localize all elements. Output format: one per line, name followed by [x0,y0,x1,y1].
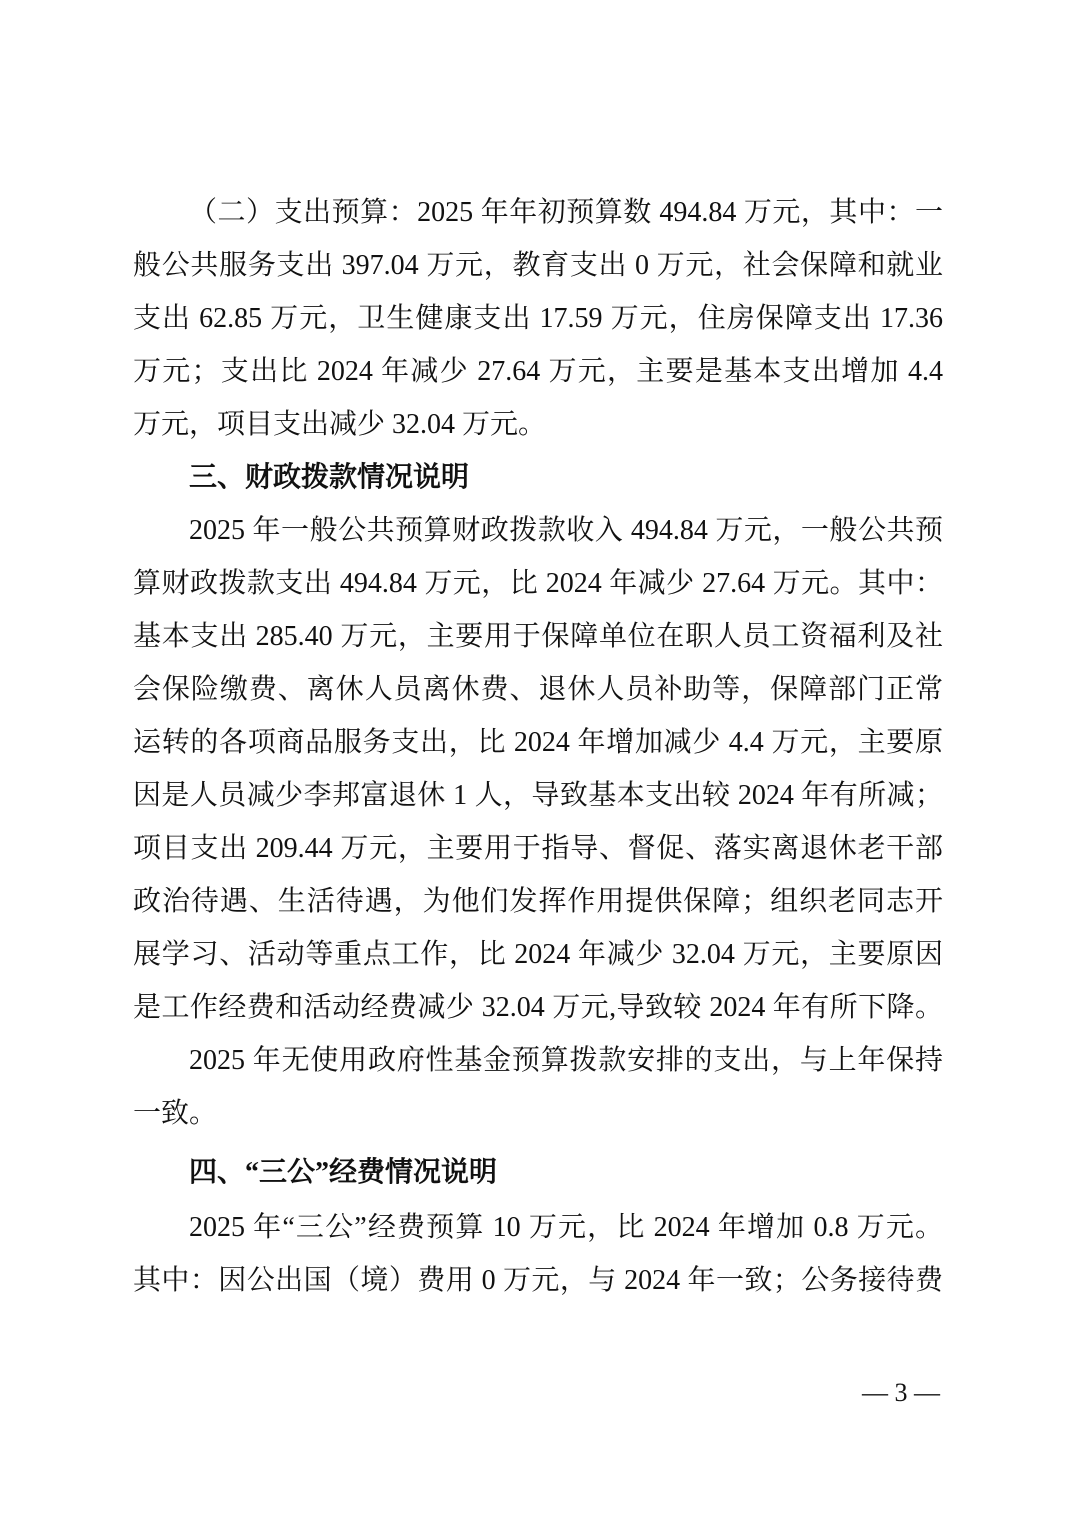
paragraph-line: 2025 年无使用政府性基金预算拨款安排的支出，与上年保持 [189,1045,943,1076]
paragraph-line: 一致。 [133,1098,218,1129]
section-heading: 四、“三公”经费情况说明 [189,1157,498,1188]
paragraph-line: 展学习、活动等重点工作，比 2024 年减少 32.04 万元，主要原因 [133,939,943,970]
section-heading: 三、财政拨款情况说明 [189,462,470,493]
paragraph-line: 万元；支出比 2024 年减少 27.64 万元，主要是基本支出增加 4.4 [133,356,943,387]
paragraph-line: 算财政拨款支出 494.84 万元，比 2024 年减少 27.64 万元。其中： [133,568,943,599]
paragraph-line: 因是人员减少李邦富退休 1 人，导致基本支出较 2024 年有所减； [133,780,943,811]
page-number: — 3 — [862,1378,940,1407]
paragraph-line: 项目支出 209.44 万元，主要用于指导、督促、落实离退休老干部 [133,833,943,864]
paragraph-line: 2025 年“三公”经费预算 10 万元，比 2024 年增加 0.8 万元。 [189,1212,943,1243]
paragraph-line: （二）支出预算：2025 年年初预算数 494.84 万元，其中：一 [189,197,943,228]
paragraph-line: 是工作经费和活动经费减少 32.04 万元,导致较 2024 年有所下降。 [133,992,943,1023]
paragraph-line: 运转的各项商品服务支出，比 2024 年增加减少 4.4 万元，主要原 [133,727,943,758]
paragraph-line: 支出 62.85 万元，卫生健康支出 17.59 万元，住房保障支出 17.36 [133,303,943,334]
paragraph-line: 2025 年一般公共预算财政拨款收入 494.84 万元，一般公共预 [189,515,943,546]
paragraph-line: 基本支出 285.40 万元，主要用于保障单位在职人员工资福利及社 [133,621,943,652]
paragraph-line: 会保险缴费、离休人员离休费、退休人员补助等，保障部门正常 [133,674,943,705]
paragraph-line: 万元，项目支出减少 32.04 万元。 [133,409,547,440]
paragraph-line: 其中：因公出国（境）费用 0 万元，与 2024 年一致；公务接待费 [133,1265,943,1296]
paragraph-line: 般公共服务支出 397.04 万元，教育支出 0 万元，社会保障和就业 [133,250,943,281]
paragraph-line: 政治待遇、生活待遇，为他们发挥作用提供保障；组织老同志开 [133,886,943,917]
